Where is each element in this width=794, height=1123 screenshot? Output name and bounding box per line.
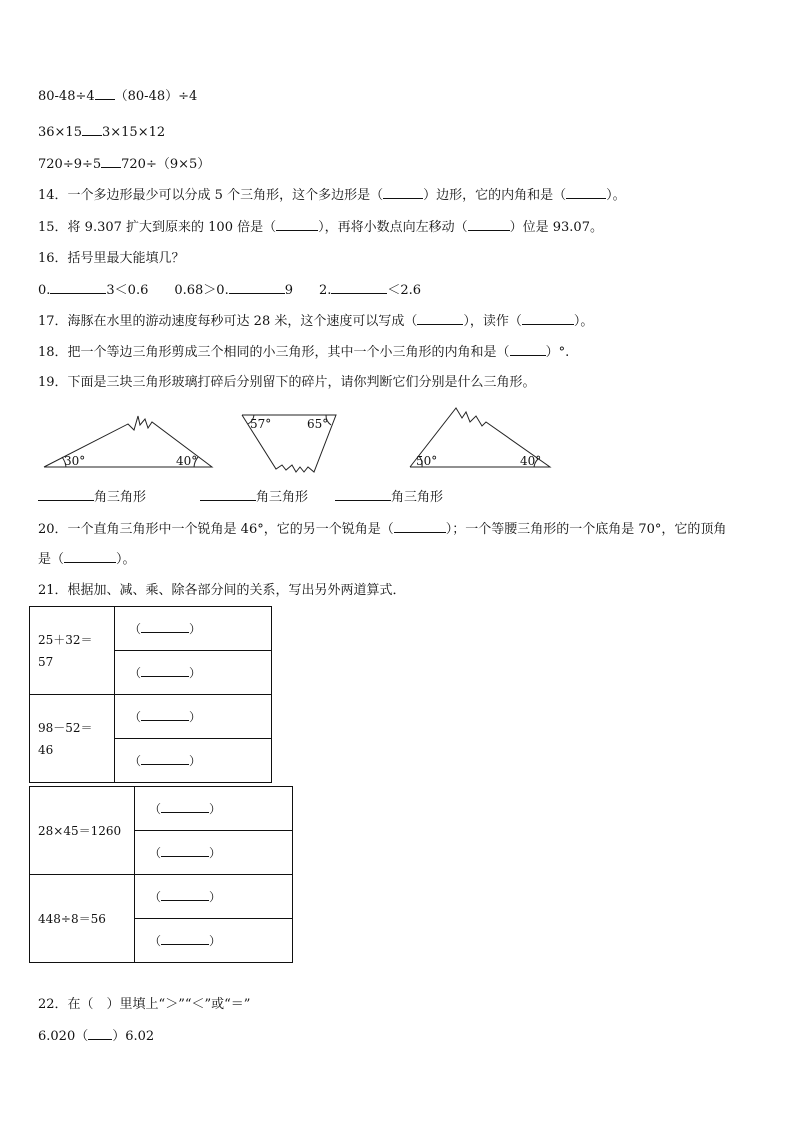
answer-blank[interactable]	[141, 664, 189, 677]
question-text: ）边形，它的内角和是（	[423, 188, 567, 203]
question-text: ）位是 93.07。	[509, 220, 603, 235]
question-number: 22．	[38, 997, 68, 1012]
question-text: 下面是三块三角形玻璃打碎后分别留下的碎片，请你判断它们分别是什么三角形。	[67, 375, 536, 390]
angle-label: 50°	[416, 454, 438, 468]
paren: （	[129, 710, 142, 724]
equation-cell	[30, 787, 135, 875]
equation-cell	[30, 695, 115, 783]
comparison-right: （80-48）÷4	[114, 89, 198, 104]
question-19-answers	[38, 488, 443, 507]
comparison-left: 36×15	[38, 125, 82, 140]
item-text: 6.020（	[38, 1029, 89, 1044]
answer-blank[interactable]	[510, 343, 546, 356]
answer-blank[interactable]	[95, 87, 115, 100]
item-text: 9	[284, 283, 293, 298]
question-text: ）；一个等腰三角形的一个底角是 70°，它的顶角	[445, 522, 727, 537]
answer-blank[interactable]	[101, 155, 121, 168]
answer-cell[interactable]	[115, 695, 272, 739]
answer-cell[interactable]	[135, 831, 293, 875]
question-number: 14．	[38, 188, 68, 203]
answer-blank[interactable]	[394, 520, 446, 533]
question-16	[38, 250, 185, 268]
triangle-fragment-2	[238, 410, 342, 476]
paren: （	[149, 846, 162, 860]
question-text: 一个多边形最少可以分成 5 个三角形，这个多边形是（	[67, 188, 384, 203]
answer-blank[interactable]	[161, 932, 209, 945]
answer-blank[interactable]	[141, 620, 189, 633]
question-number: 17．	[38, 314, 68, 329]
angle-label: 40°	[520, 454, 542, 468]
question-19	[38, 374, 536, 392]
answer-blank[interactable]	[141, 708, 189, 721]
answer-blank[interactable]	[417, 312, 463, 325]
paren: ）	[209, 846, 222, 860]
question-text: 根据加、减、乘、除各部分间的关系，写出另外两道算式．	[67, 583, 406, 598]
question-18	[38, 343, 569, 362]
triangle-fragment-3	[406, 404, 556, 470]
equation-text: 46	[38, 742, 54, 757]
question-text: 括号里最大能填几？	[67, 251, 185, 266]
question-text: ）°.	[545, 345, 570, 360]
angle-label: 30°	[64, 454, 86, 468]
answer-blank[interactable]	[141, 752, 189, 765]
answer-blank[interactable]	[335, 488, 391, 501]
question-text: 海豚在水里的游动速度每秒可达 28 米，这个速度可以写成（	[67, 314, 418, 329]
equation-cell	[30, 875, 135, 963]
question-text: ）。	[116, 552, 136, 567]
comparison-row	[38, 155, 210, 174]
answer-blank[interactable]	[566, 186, 606, 199]
paren: （	[129, 754, 142, 768]
question-text: ），读作（	[463, 314, 522, 329]
answer-blank[interactable]	[38, 488, 94, 501]
item-text: ）6.02	[112, 1029, 155, 1044]
question-22	[38, 996, 250, 1014]
angle-label: 65°	[307, 417, 329, 431]
comparison-right: 3×15×12	[101, 125, 166, 140]
answer-blank[interactable]	[229, 281, 285, 294]
answer-suffix: 角三角形	[256, 490, 309, 505]
question-text: 把一个等边三角形剪成三个相同的小三角形，其中一个小三角形的内角和是（	[67, 345, 510, 360]
item-text: 2.	[319, 283, 332, 298]
paren: （	[149, 934, 162, 948]
question-text: 是（	[38, 552, 65, 567]
answer-cell[interactable]	[135, 875, 293, 919]
answer-blank[interactable]	[64, 550, 116, 563]
equation-text: 25＋32＝	[38, 632, 93, 647]
question-text: 一个直角三角形中一个锐角是 46°，它的另一个锐角是（	[67, 522, 394, 537]
equation-cell	[30, 607, 115, 695]
paren: ）	[189, 710, 202, 724]
question-number: 16．	[38, 251, 68, 266]
question-text: ），再将小数点向左移动（	[318, 220, 468, 235]
paren: （	[149, 802, 162, 816]
answer-blank[interactable]	[161, 844, 209, 857]
answer-blank[interactable]	[468, 218, 510, 231]
comparison-right: 720÷（9×5）	[121, 157, 211, 172]
question-22-item	[38, 1027, 154, 1046]
triangle-fragment-1	[40, 410, 220, 472]
equation-text: 57	[38, 654, 54, 669]
paren: （	[129, 622, 142, 636]
question-20	[38, 520, 726, 539]
paren: （	[149, 890, 162, 904]
question-number: 18．	[38, 345, 68, 360]
paren: ）	[189, 622, 202, 636]
paren: ）	[209, 890, 222, 904]
item-text: ＜2.6	[387, 283, 422, 298]
question-number: 21．	[38, 583, 68, 598]
question-number: 19．	[38, 375, 68, 390]
relation-table-1	[29, 606, 272, 783]
question-14	[38, 186, 626, 205]
question-number: 15．	[38, 220, 68, 235]
answer-blank[interactable]	[331, 281, 387, 294]
answer-suffix: 角三角形	[391, 490, 444, 505]
answer-cell[interactable]	[135, 919, 293, 963]
answer-blank[interactable]	[276, 218, 318, 231]
answer-cell[interactable]	[135, 787, 293, 831]
paren: ）	[189, 754, 202, 768]
paren: ）	[189, 666, 202, 680]
question-21	[38, 582, 406, 600]
answer-blank[interactable]	[50, 281, 106, 294]
answer-blank[interactable]	[522, 312, 574, 325]
question-text: ）。	[573, 314, 594, 329]
answer-blank[interactable]	[88, 1027, 112, 1040]
answer-blank[interactable]	[161, 800, 209, 813]
paren: ）	[209, 934, 222, 948]
paren: （	[129, 666, 142, 680]
question-number: 20．	[38, 522, 68, 537]
equation-text: 28×45＝1260	[38, 823, 122, 838]
item-text: 0.	[38, 283, 51, 298]
comparison-row	[38, 87, 197, 106]
equation-text: 98－52＝	[38, 720, 93, 735]
question-text: 将 9.307 扩大到原来的 100 倍是（	[67, 220, 277, 235]
answer-blank[interactable]	[82, 123, 102, 136]
answer-cell[interactable]	[115, 607, 272, 651]
answer-cell[interactable]	[115, 739, 272, 783]
question-text: 在（ ）里填上“＞”“＜”或“＝”	[67, 997, 251, 1012]
question-17	[38, 312, 593, 331]
comparison-row	[38, 123, 165, 142]
equation-text: 448÷8＝56	[38, 911, 106, 926]
angle-label: 40°	[176, 454, 198, 468]
answer-blank[interactable]	[161, 888, 209, 901]
answer-blank[interactable]	[383, 186, 423, 199]
relation-table-2	[29, 786, 293, 963]
answer-suffix: 角三角形	[94, 490, 147, 505]
angle-label: 57°	[250, 417, 272, 431]
paren: ）	[209, 802, 222, 816]
answer-cell[interactable]	[115, 651, 272, 695]
question-20-cont	[38, 550, 136, 569]
item-text: 3＜0.6	[106, 283, 149, 298]
question-text: ）。	[606, 188, 626, 203]
question-16-items	[38, 281, 421, 300]
question-15	[38, 218, 603, 237]
answer-blank[interactable]	[200, 488, 256, 501]
item-text: 0.68＞0.	[174, 283, 229, 298]
comparison-left: 80-48÷4	[38, 89, 95, 104]
comparison-left: 720÷9÷5	[38, 157, 102, 172]
